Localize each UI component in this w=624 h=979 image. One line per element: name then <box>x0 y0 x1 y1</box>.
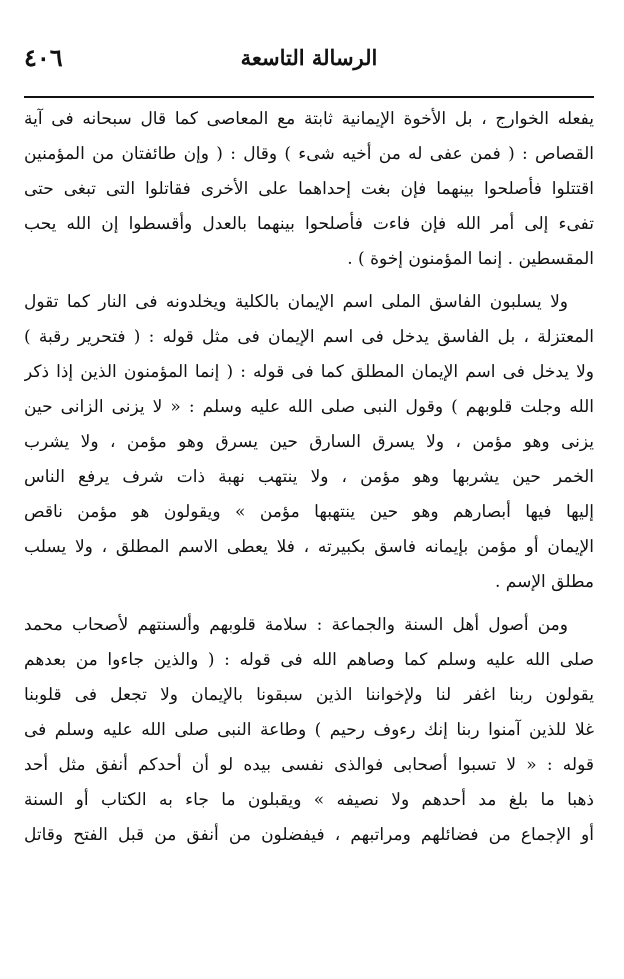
text-line: غلا للذين آمنوا ربنا إنك رءوف رحيم ) وطاعة النبى صلى الله عليه وسلم فى <box>24 720 594 740</box>
page-body <box>24 102 594 861</box>
text-line: قوله : « لا تسبوا أصحابى فوالذى نفسى بيده لو أن أحدكم أنفق مثل أحد <box>24 755 594 775</box>
text-line: اقتتلوا فأصلحوا بينهما فإن بغت إحداهما على الأخرى فقاتلوا التى تبغى حتى <box>24 179 594 199</box>
paragraph-2 <box>24 285 594 600</box>
text-line: ولا يسلبون الفاسق الملى اسم الإيمان بالكلية ويخلدونه فى النار كما تقول <box>24 292 568 312</box>
text-line: أو الإجماع من فضائلهم ومراتبهم ، فيفضلون من أنفق من قبل الفتح وقاتل <box>24 825 594 845</box>
text-line: المقسطين . إنما المؤمنون إخوة ) . <box>347 249 594 269</box>
page-number: ٤٠٦ <box>24 43 63 72</box>
paragraph-1 <box>24 102 594 277</box>
text-line: الإيمان أو مؤمن بإيمانه فاسق بكبيرته ، فلا يعطى الاسم المطلق ، ولا يسلب <box>24 537 594 557</box>
text-line: المعتزلة ، بل الفاسق يدخل فى اسم الإيمان فى مثل قوله : ( فتحرير رقبة ) <box>24 327 594 347</box>
paragraph-3 <box>24 608 594 853</box>
text-line: ولا يدخل فى اسم الإيمان المطلق كما فى قوله : ( إنما المؤمنون الذين إذا ذكر <box>24 362 594 382</box>
text-line: يفعله الخوارج ، بل الأخوة الإيمانية ثابتة مع المعاصى كما قال سبحانه فى آية <box>24 109 594 129</box>
text-line: صلى الله عليه وسلم كما وصاهم الله فى قوله : ( والذين جاءوا من بعدهم <box>24 650 594 670</box>
text-line: يزنى وهو مؤمن ، ولا يسرق السارق حين يسرق وهو مؤمن ، ولا يشرب <box>24 432 594 452</box>
running-title: الرسالة التاسعة <box>240 45 378 70</box>
text-line: تفىء إلى أمر الله فإن فاءت فأصلحوا بينهما بالعدل وأقسطوا إن الله يحب <box>24 214 594 234</box>
text-line: القصاص : ( فمن عفى له من أخيه شىء ) وقال : ( وإن طائفتان من المؤمنين <box>24 144 594 164</box>
text-line: ومن أصول أهل السنة والجماعة : سلامة قلوبهم وألسنتهم لأصحاب محمد <box>24 615 568 635</box>
text-line: مطلق الإسم . <box>494 572 594 592</box>
text-line: الخمر حين يشربها وهو مؤمن ، ولا ينتهب نهبة ذات شرف يرفع الناس <box>24 467 594 487</box>
text-line: يقولون ربنا اغفر لنا ولإخواننا الذين سبقونا بالإيمان ولا تجعل فى قلوبنا <box>24 685 594 705</box>
page-header <box>24 38 594 78</box>
text-line: ذهبا ما بلغ مد أحدهم ولا نصيفه » ويقبلون ما جاء به الكتاب أو السنة <box>24 790 594 810</box>
text-line: إليها فيها أبصارهم وهو حين ينتهبها مؤمن » ويقولون هو مؤمن ناقص <box>24 502 594 522</box>
header-rule <box>24 96 594 98</box>
text-line: الله وجلت قلوبهم ) وقول النبى صلى الله عليه وسلم : « لا يزنى الزانى حين <box>24 397 594 417</box>
